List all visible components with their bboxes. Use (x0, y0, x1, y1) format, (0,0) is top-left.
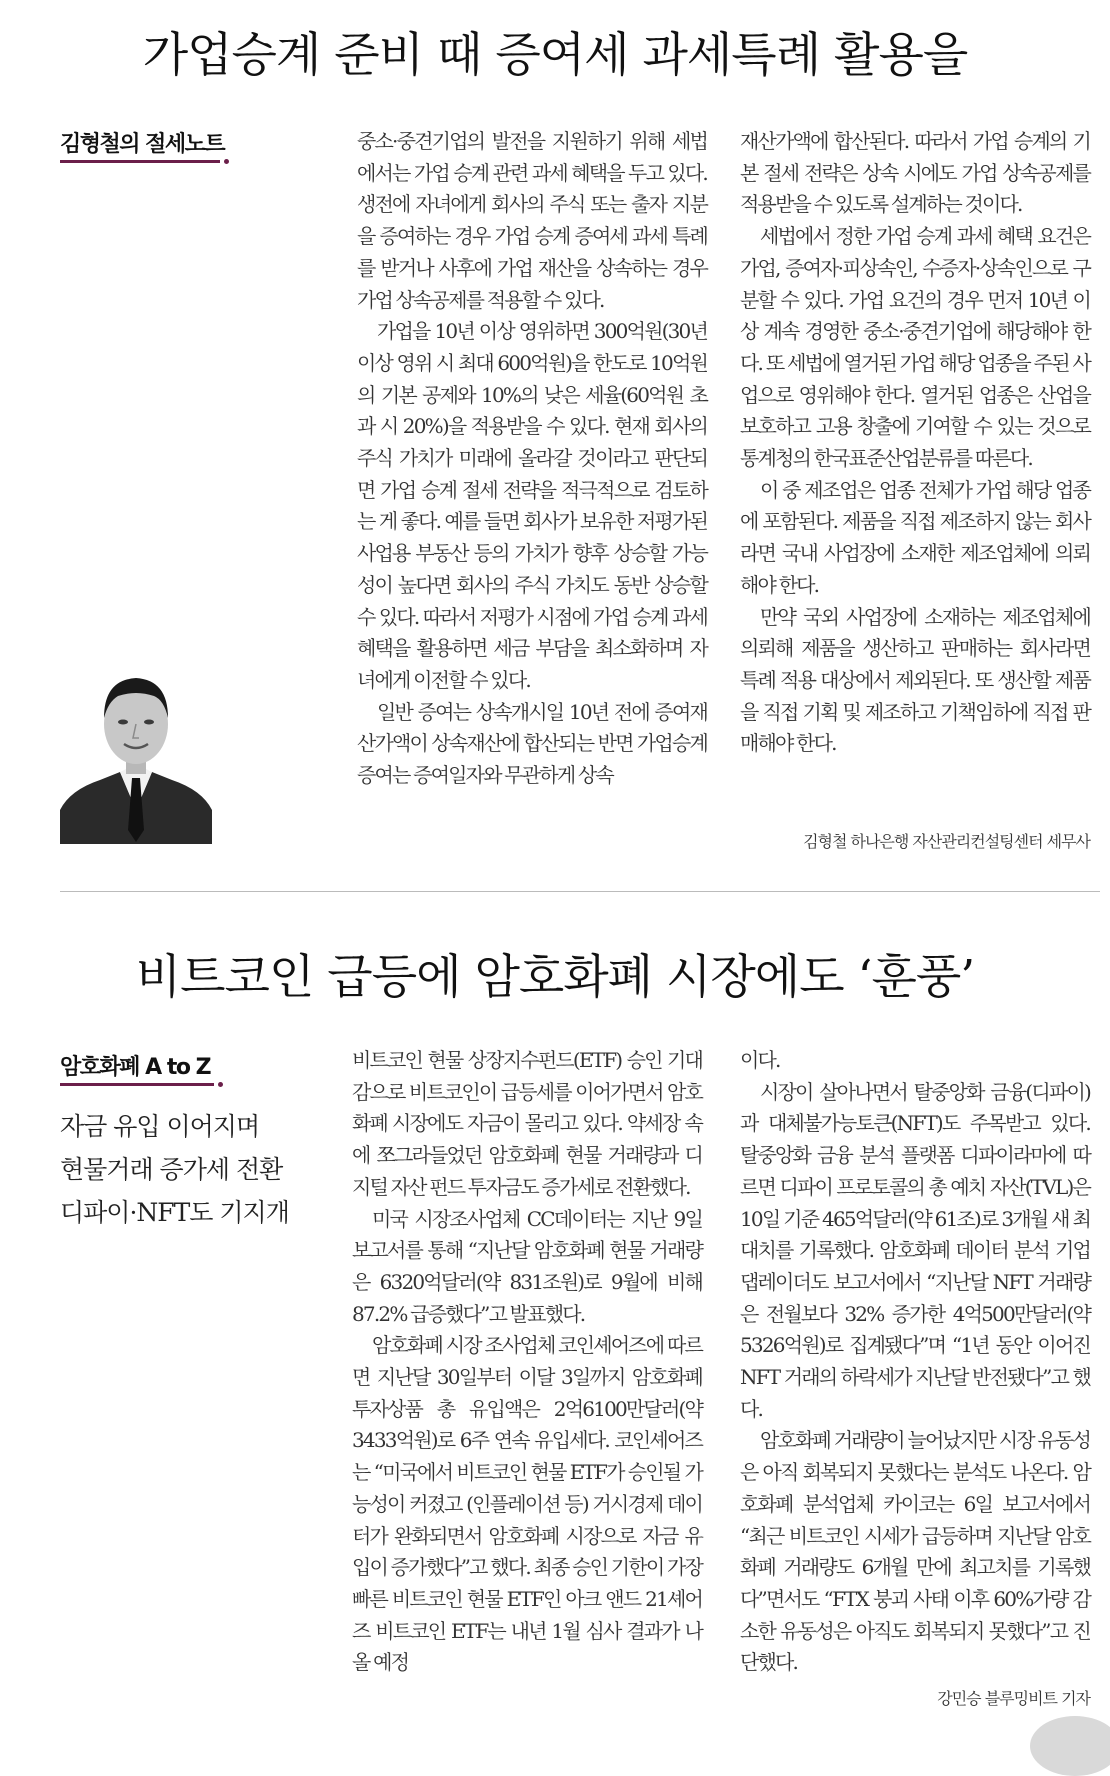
paragraph: 미국 시장조사업체 CC데이터는 지난 9일 보고서를 통해 “지난달 암호화폐 현물 거래량은 6320억달러(약 831조원)로 9월에 비해 87.2% 급증했다”고 발표했다. (352, 1206, 702, 1326)
article-body-column-1 (352, 1045, 702, 1679)
article-body-column-2 (740, 1045, 1090, 1679)
subheadline (60, 1105, 320, 1234)
headline: 가업승계 준비 때 증여세 과세특례 활용을 (142, 28, 968, 83)
section-divider (60, 891, 1100, 892)
scroll-button[interactable] (1030, 1716, 1110, 1776)
paragraph: 재산가액에 합산된다. 따라서 가업 승계의 기본 절세 전략은 상속 시에도 가업 상속공제를 적용받을 수 있도록 설계하는 것이다. (740, 129, 1090, 217)
kicker-underline (60, 160, 220, 163)
headline: 비트코인 급등에 암호화폐 시장에도 ‘훈풍’ (135, 950, 975, 1005)
paragraph: 암호화폐 거래량이 늘어났지만 시장 유동성은 아직 회복되지 못했다는 분석도 나온다. 암호화폐 분석업체 카이코는 6일 보고서에서 “최근 비트코인 시세가 급등하며 지난달 암호화폐 거래량도 6개월 만에 최고치를 기록했다”면서도 “FTX 붕괴 사태 이후 60%가량 감소한 유동성은 아직도 회복되지 못했다”고 진단했다. (740, 1428, 1090, 1675)
paragraph: 세법에서 정한 가업 승계 과세 혜택 요건은 가업, 증여자·피상속인, 수증자·상속인으로 구분할 수 있다. 가업 요건의 경우 먼저 10년 이상 계속 경영한 중소·중견기업에 해당해야 한다. 또 세법에 열거된 가업 해당 업종을 주된 사업으로 영위해야 한다. 열거된 업종은 산업을 보호하고 고용 창출에 기여할 수 있는 것으로 통계청의 한국표준산업분류를 따른다. (740, 224, 1090, 471)
paragraph: 이다. (740, 1048, 780, 1072)
subhead-line: 디파이·NFT도 기지개 (60, 1198, 289, 1227)
paragraph: 일반 증여는 상속개시일 10년 전에 증여재산가액이 상속재산에 합산되는 반면 가업승계 증여는 증여일자와 무관하게 상속 (357, 699, 707, 788)
byline: 김형철 하나은행 자산관리컨설팅센터 세무사 (803, 832, 1090, 851)
kicker-underline (60, 1083, 214, 1086)
article-body-column-1 (357, 126, 707, 792)
paragraph: 가업을 10년 이상 영위하면 300억원(30년 이상 영위 시 최대 600억원)을 한도로 10억원의 기본 공제와 10%의 낮은 세율(60억원 초과 시 20%)을 적용받을 수 있다. 현재 회사의 주식 가치가 미래에 올라갈 것이라고 판단되면 가업 승계 절세 전략을 적극적으로 검토하는 게 좋다. 예를 들면 회사가 보유한 저평가된 사업용 부동산 등의 가치가 향후 상승할 가능성이 높다면 회사의 주식 가치도 동반 상승할 수 있다. 따라서 저평가 시점에 가업 승계 과세 혜택을 활용하면 세금 부담을 최소화하며 자녀에게 이전할 수 있다. (357, 319, 707, 692)
paragraph: 이 중 제조업은 업종 전체가 가업 해당 업종에 포함된다. 제품을 직접 제조하지 않는 회사라면 국내 사업장에 소재한 제조업체에 의뢰해야 한다. (740, 477, 1090, 597)
paragraph: 암호화폐 시장 조사업체 코인셰어즈에 따르면 지난달 30일부터 이달 3일까지 암호화폐 투자상품 총 유입액은 2억6100만달러(약 3433억원)로 6주 연속 유입세다. 코인셰어즈는 “미국에서 비트코인 현물 ETF가 승인될 가능성이 커졌고 (인플레이션 등) 거시경제 데이터가 완화되면서 암호화폐 시장으로 자금 유입이 증가했다”고 했다. 최종 승인 기한이 가장 빠른 비트코인 현물 ETF인 아크 앤드 21셰어즈 비트코인 ETF는 내년 1월 심사 결과가 나올 예정 (352, 1333, 702, 1675)
column-kicker: 김형철의 절세노트 (60, 132, 225, 157)
kicker-dot (224, 159, 229, 164)
paragraph: 시장이 살아나면서 탈중앙화 금융(디파이)과 대체불가능토큰(NFT)도 주목받고 있다. 탈중앙화 금융 분석 플랫폼 디파이라마에 따르면 디파이 프로토콜의 총 예치 자산(TVL)은 10일 기준 465억달러(약 61조)로 3개월 새 최대치를 기록했다. 암호화폐 데이터 분석 기업 댑레이더도 보고서에서 “지난달 NFT 거래량은 전월보다 32% 증가한 4억500만달러(약 5326억원)로 집계됐다”며 “1년 동안 이어진 NFT 거래의 하락세가 지난달 반전됐다”고 했다. (740, 1079, 1090, 1421)
kicker-dot (218, 1082, 223, 1087)
byline: 강민승 블루밍비트 기자 (937, 1689, 1090, 1708)
portrait-image (60, 660, 212, 844)
paragraph: 비트코인 현물 상장지수펀드(ETF) 승인 기대감으로 비트코인이 급등세를 이어가면서 암호화폐 시장에도 자금이 몰리고 있다. 약세장 속에 쪼그라들었던 암호화폐 현물 거래량과 디지털 자산 펀드 투자금도 증가세로 전환했다. (352, 1048, 702, 1199)
article-body-column-2 (740, 126, 1090, 760)
subhead-line: 자금 유입 이어지며 (60, 1112, 260, 1141)
subhead-line: 현물거래 증가세 전환 (60, 1155, 283, 1184)
paragraph: 만약 국외 사업장에 소재하는 제조업체에 의뢰해 제품을 생산하고 판매하는 회사라면 특례 적용 대상에서 제외된다. 또 생산할 제품을 직접 기획 및 제조하고 기책임하에 직접 판매해야 한다. (740, 604, 1090, 756)
paragraph: 중소·중견기업의 발전을 지원하기 위해 세법에서는 가업 승계 관련 과세 혜택을 두고 있다. 생전에 자녀에게 회사의 주식 또는 출자 지분을 증여하는 경우 가업 승계 증여세 과세 특례를 받거나 사후에 가업 재산을 상속하는 경우 가업 상속공제를 적용할 수 있다. (357, 129, 707, 312)
author-photo (60, 660, 212, 844)
column-kicker: 암호화폐 A to Z (60, 1055, 211, 1080)
